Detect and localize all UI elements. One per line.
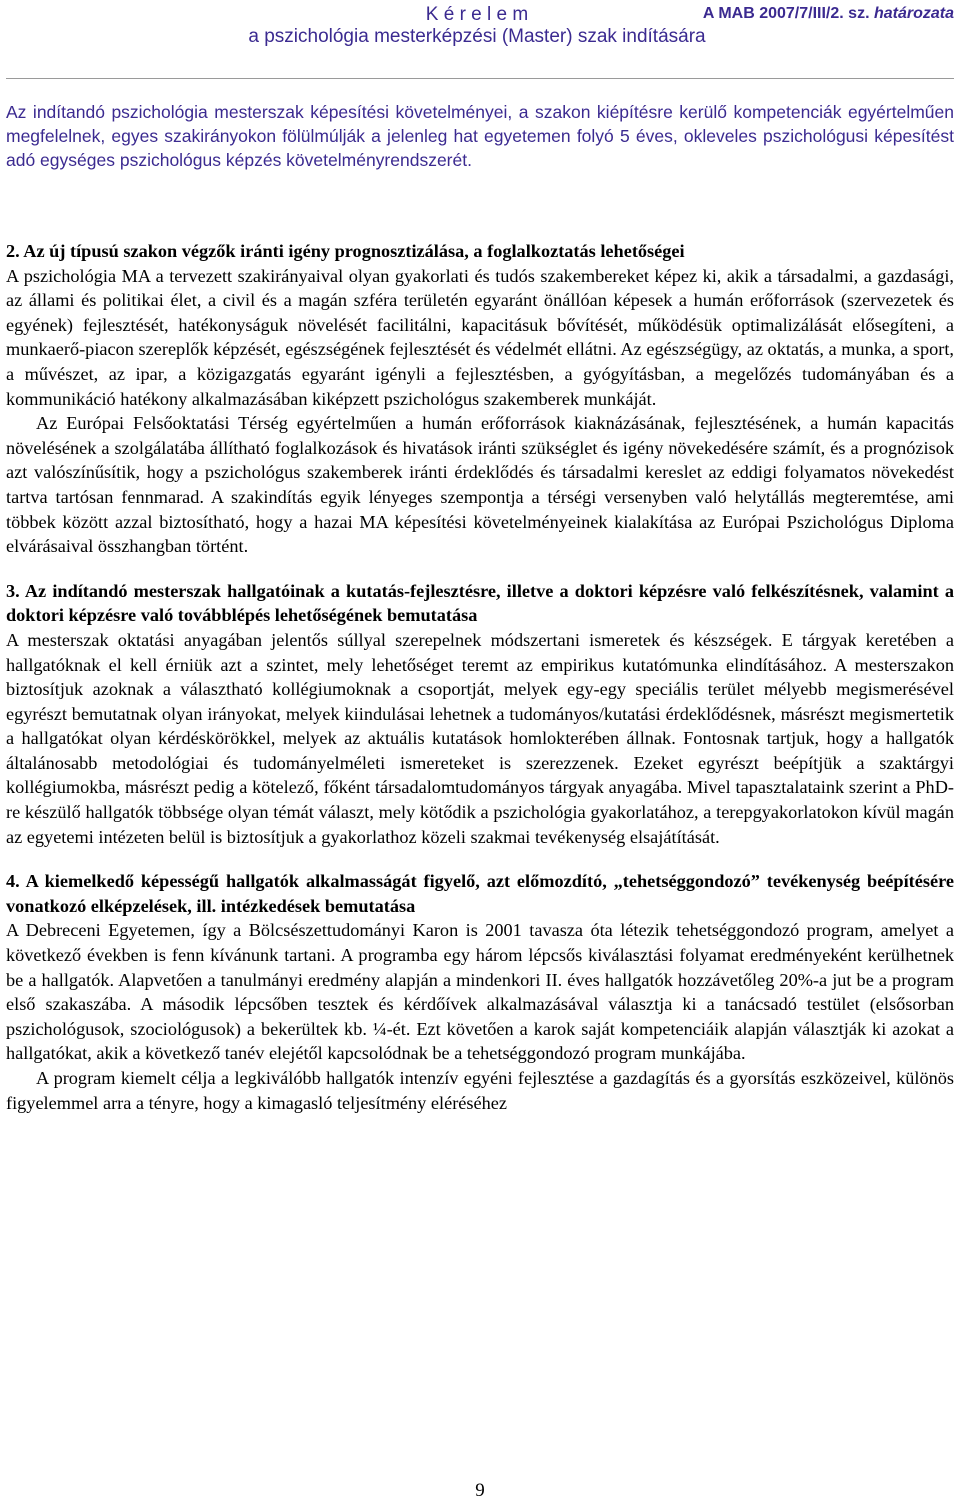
- section-2-heading: [6, 239, 954, 264]
- section-3-paragraph-1: A mesterszak oktatási anyagában jelentős súllyal szerepelnek módszertani ismeretek és készségek. E tárgyak keretében a hallgatóknak el kell érniük azt a szintet, mely lehetőséget teremt az empirikus kutatómunka elindításához. A mesterszakon biztosítjuk azoknak a választható kollégiumoknak a csoportját, melyek egy-egy speciális terület mélyebb megismerésével egyrészt bemutatnak olyan irányokat, melyek kiindulásai lehetnek a tudományos/kutatási érdeklődésnek, másrészt megismertetik a hallgatókat olyan kérdéskörökkel, melyek az aktuális kutatások homlokterében állnak. Fontosnak tartjuk, hogy a hallgatók általánosabb metodológiai és tudományelméleti ismereteket is szerezzenek. Ezeket egyrészt beépítjük a szaktárgyi kollégiumokba, másrészt pedig a kötelező, főként társadalomtudományos tárgyak anyagába. Mivel tapasztalataink szerint a PhD-re készülő hallgatók többsége olyan témát választ, mely kötődik a pszichológia gyakorlatához, a terepgyakorlatokon kívül magán az egyetemi intézeten belül is biztosítjuk a gyakorlathoz közeli szakmai tevékenység elsajátítását.: [6, 629, 954, 847]
- section-4-paragraph-1: A Debreceni Egyetemen, így a Bölcsészettudományi Karon is 2001 tavasza óta létezik tehetséggondozó program, amelyet a következő években is fenn kívánunk tartani. A programba egy három lépcsős kiválasztási folyamat eredményeként kerülhetnek be a hallgatók. Alapvetően a tanulmányi eredmény alapján a mindenkori II. éves hallgatók hozzávetőleg 20%-a jut be a program első szakaszába. A második lépcsőben tesztek és kérdőívek alkalmazásával választja ki a tanácsadó testület (elsősorban pszichológusok, szociológusok) a bekerültek kb. ¼-ét. Ezt követően a karok saját kompetenciáik alapján választják ki azokat a hallgatókat, akik a következő tanév elejétől kapcsolódnak be a tehetséggondozó program munkájába.: [6, 920, 954, 1064]
- resolution-reference-main: A MAB 2007/7/III/2. sz.: [702, 5, 870, 22]
- header-divider: [6, 78, 954, 79]
- section-2-heading-text: Az új típusú szakon végzők iránti igény prognosztizálása, a foglalkoztatás lehetőségei: [23, 241, 685, 261]
- section-3-number: 3.: [6, 580, 20, 601]
- section-4-paragraph-2: A program kiemelt célja a legkiválóbb hallgatók intenzív egyéni fejlesztése a gazdagítás és a gyorsítás eszközeivel, különös figyelemmel arra a tényre, hogy a kimagasló teljesítmény eléréséhez: [6, 1068, 954, 1113]
- intro-paragraph: Az indítandó pszichológia mesterszak képesítési követelményei, a szakon kiépítésre kerülő kompetenciák egyértelműen megfelelnek, egyes szakirányokon fölülmúlják a jelenleg hat egyetemen folyó 5 éves, okleveles pszichológusi képesítést adó egységes pszichológus képzés követelményrendszerét.: [6, 102, 954, 171]
- header-title: K é r e l e m: [425, 4, 529, 25]
- section-3-heading-text: Az indítandó mesterszak hallgatóinak a kutatás-fejlesztésre, illetve a doktori képzésre való felkészítésnek, valamint a doktori képzésre való továbblépés lehetőségének bemutatása: [6, 580, 954, 626]
- resolution-reference-suffix: határozata: [873, 5, 954, 22]
- document-body: [6, 239, 954, 1115]
- header-subtitle: a pszichológia mesterképzési (Master) szak indítására: [248, 26, 706, 47]
- section-4-heading-text: A kiemelkedő képességű hallgatók alkalmasságát figyelő, azt előmozdító, „tehetséggondozó” tevékenység beépítésére vonatkozó elképzelések, ill. intézkedések bemutatása: [6, 871, 955, 916]
- page-header: [0, 4, 954, 48]
- section-2-number: 2.: [6, 241, 20, 261]
- section-2-paragraph-1: A pszichológia MA a tervezett szakirányaival olyan gyakorlati és tudós szakembereket képez ki, akik a társadalmi, a gazdasági, az állami és politikai élet, a civil és a magán szféra területén egyaránt önállóan képesek a humán erőforrások (szervezetek és egyének) fejlesztését, hatékonyságuk növelését facilitálni, kapacitásuk bővítését, működésük optimalizálását elősegíteni, a munkaerő-piacon szereplők képzését, egészségének fejlesztését és védelmét ellátni. Az egészségügy, az oktatás, a munka, a sport, a művészet, az ipar, a közigazgatás egyaránt igényli a fejlesztésben, a gyógyításban, a megelőzés tudományában és a kommunikáció hatékony alkalmazásában kiképzett pszichológus szakemberek munkáját.: [6, 265, 954, 409]
- section-gap: [6, 849, 954, 869]
- section-gap: [6, 559, 954, 579]
- section-4-heading: [6, 869, 954, 918]
- section-4-number: 4.: [6, 871, 20, 892]
- section-2-paragraph-2: Az Európai Felsőoktatási Térség egyértelműen a humán erőforrások kiaknázásának, fejlesztésének, a humán kapacitás növelésének a szolgálatába állítható foglalkozások és hivatások iránti szükséglet és igény növekedésére számít, és a prognózisok azt valószínűsítik, hogy a pszichológus szakemberek iránti érdeklődés és társadalmi kereslet az eddigi folyamatos növekedést tartva tartósan fennmarad. A szakindítás egyik lényeges szempontja a térségi versenyben való helytállás megteremtése, ami többek között azzal biztosítható, hogy a hazai MA képesítési követelményeinek kialakítása az Európai Pszichológus Diploma elvárásaival összhangban történt.: [6, 413, 954, 557]
- resolution-reference: [703, 4, 954, 24]
- section-3-heading: [6, 579, 954, 628]
- page-number: 9: [475, 1480, 485, 1501]
